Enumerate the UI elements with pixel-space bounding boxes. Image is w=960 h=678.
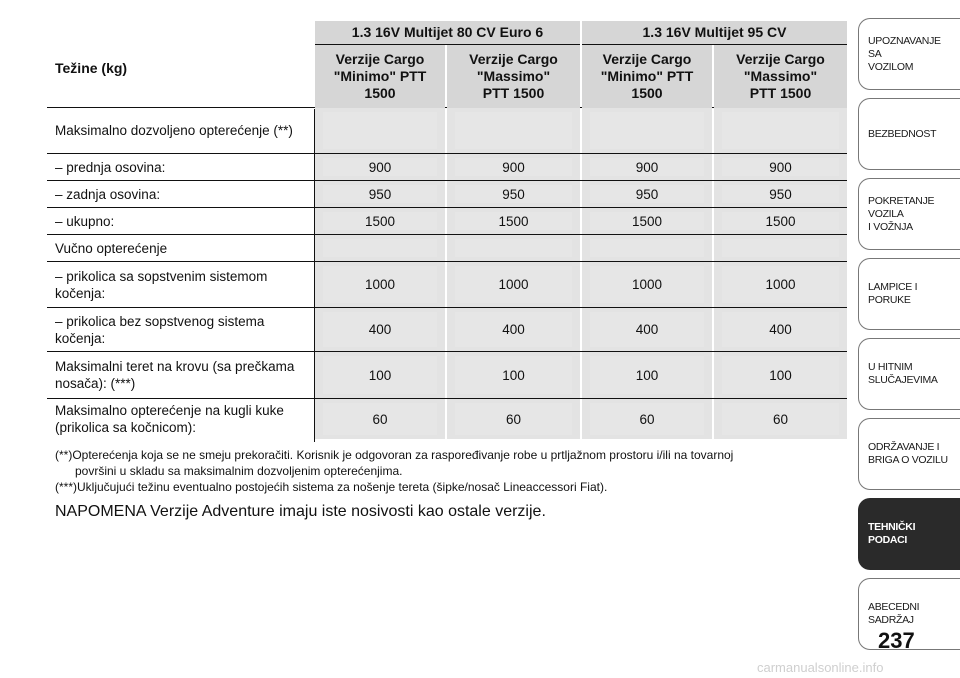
- row-label: – zadnja osovina:: [55, 186, 161, 202]
- cell-value: 1500: [498, 213, 529, 229]
- table-cell: [582, 154, 712, 180]
- table-row: [47, 262, 847, 308]
- version-header-row: [47, 45, 847, 108]
- table-cell: [582, 208, 712, 234]
- table-cell: [447, 399, 580, 439]
- table-cell: [447, 235, 580, 261]
- footnotes: [55, 447, 845, 495]
- table-cell: [582, 308, 712, 351]
- column-header: Verzije Cargo "Minimo" PTT 1500: [315, 45, 445, 108]
- table-cell: [447, 262, 580, 307]
- table-cell: [447, 208, 580, 234]
- cell-value: 60: [772, 411, 789, 427]
- engine-group-80cv: 1.3 16V Multijet 80 CV Euro 6: [315, 21, 580, 45]
- table-cell: [714, 208, 847, 234]
- table-cell: [582, 235, 712, 261]
- cell-value: 60: [639, 411, 655, 427]
- cell-value: 900: [368, 159, 392, 175]
- table-row: [47, 235, 847, 262]
- table-cell: [447, 308, 580, 351]
- tab-bezbednost[interactable]: BEZBEDNOST: [858, 98, 960, 170]
- table-cell: [315, 108, 445, 153]
- engine-group-95cv: 1.3 16V Multijet 95 CV: [582, 21, 847, 45]
- table-cell: [315, 235, 445, 261]
- table-cell: [315, 399, 445, 439]
- note-adventure: NAPOMENA Verzije Adventure imaju iste nosivosti kao ostale verzije.: [55, 503, 546, 520]
- table-cell: [714, 181, 847, 207]
- table-cell: [315, 208, 445, 234]
- row-label: – prikolica sa sopstvenim sistemom kočenja:: [55, 268, 268, 301]
- table-cell: [447, 108, 580, 153]
- table-cell: [582, 108, 712, 153]
- table-cell: [447, 181, 580, 207]
- column-header: Verzije Cargo "Massimo" PTT 1500: [714, 45, 847, 108]
- row-label: – ukupno:: [55, 213, 115, 229]
- cell-value: 60: [505, 411, 522, 427]
- cell-value: 400: [502, 322, 525, 337]
- cell-value: 1500: [631, 213, 663, 229]
- label-column-divider: [314, 109, 315, 442]
- cell-value: 100: [635, 367, 659, 383]
- table-row: [47, 352, 847, 399]
- row-label: Maksimalni teret na krovu (sa prečkama nosača): (***): [55, 359, 295, 391]
- cell-value: 900: [502, 159, 525, 175]
- cell-value: 900: [769, 159, 792, 175]
- table-cell: [315, 262, 445, 307]
- table-row: [47, 399, 847, 439]
- table-cell: [714, 235, 847, 261]
- chapter-tabs: [858, 18, 960, 658]
- row-label: Maksimalno dozvoljeno opterećenje (**): [55, 123, 293, 138]
- tab-tehnicki-podaci[interactable]: TEHNIČKI PODACI: [858, 498, 960, 570]
- table-cell: [714, 399, 847, 439]
- row-label: – prednja osovina:: [55, 159, 166, 175]
- cell-value: 950: [502, 186, 525, 202]
- table-cell: [582, 352, 712, 398]
- cell-value: 100: [769, 367, 792, 383]
- table-cell: [315, 181, 445, 207]
- weights-table: [47, 21, 847, 439]
- cell-value: 400: [635, 322, 659, 337]
- table-cell: [714, 308, 847, 351]
- cell-value: 400: [368, 322, 392, 337]
- cell-value: 1000: [498, 277, 529, 292]
- table-row: [47, 108, 847, 154]
- cell-value: 950: [368, 186, 392, 202]
- page-number: 237: [878, 628, 915, 653]
- table-cell: [714, 352, 847, 398]
- table-cell: [315, 154, 445, 180]
- row-label: Vučno opterećenje: [55, 240, 168, 256]
- table-cell: [315, 352, 445, 398]
- cell-value: 1000: [765, 277, 796, 292]
- tab-upoznavanje[interactable]: UPOZNAVANJE SA VOZILOM: [858, 18, 960, 90]
- engine-group-row: [47, 21, 847, 45]
- cell-value: 1000: [364, 277, 396, 292]
- column-header: Verzije Cargo "Minimo" PTT 1500: [582, 45, 712, 108]
- table-row: [47, 181, 847, 208]
- row-label: – prikolica bez sopstvenog sistema kočenja:: [55, 313, 265, 346]
- table-cell: [582, 262, 712, 307]
- table-cell: [714, 154, 847, 180]
- footnote-2: (***)Uključujući težinu eventualno postojećih sistema za nošenje tereta (šipke/nosač Lineaccessori Fiat).: [55, 480, 608, 494]
- tab-pokretanje[interactable]: POKRETANJE VOZILA I VOŽNJA: [858, 178, 960, 250]
- row-label: Maksimalno opterećenje na kugli kuke (prikolica sa kočnicom):: [55, 403, 284, 435]
- table-cell: [447, 154, 580, 180]
- cell-value: 950: [769, 186, 792, 202]
- group-row-blank: [47, 21, 315, 45]
- column-header: Verzije Cargo "Massimo" PTT 1500: [447, 45, 580, 108]
- watermark: carmanualsonline.info: [757, 660, 884, 675]
- table-row: [47, 308, 847, 352]
- table-row: [47, 154, 847, 181]
- cell-value: 1500: [364, 213, 396, 229]
- cell-value: 60: [372, 411, 388, 427]
- cell-value: 400: [769, 322, 792, 337]
- table-cell: [582, 399, 712, 439]
- footnote-1-continued: površini u skladu sa maksimalnim dozvoljenim opterećenjima.: [75, 464, 403, 478]
- tab-lampice[interactable]: LAMPICE I PORUKE: [858, 258, 960, 330]
- table-cell: [315, 308, 445, 351]
- tab-hitni-slucajevi[interactable]: U HITNIM SLUČAJEVIMA: [858, 338, 960, 410]
- cell-value: 1500: [765, 213, 796, 229]
- cell-value: 950: [635, 186, 659, 202]
- cell-value: 1000: [631, 277, 663, 292]
- tab-odrzavanje[interactable]: ODRŽAVANJE I BRIGA O VOZILU: [858, 418, 960, 490]
- table-cell: [714, 262, 847, 307]
- table-cell: [447, 352, 580, 398]
- table-cell: [582, 181, 712, 207]
- cell-value: 100: [368, 367, 392, 383]
- cell-value: 100: [502, 367, 525, 383]
- tab-abecedni-sadrzaj[interactable]: ABECEDNI SADRŽAJ: [858, 578, 960, 650]
- cell-value: 900: [635, 159, 659, 175]
- table-row: [47, 208, 847, 235]
- table-cell: [714, 108, 847, 153]
- footnote-1: (**)Opterećenja koja se ne smeju prekoračiti. Korisnik je odgovoran za raspoređivanje robe u prtljažnom prostoru i/ili na tovarnoj: [55, 448, 734, 462]
- weights-label: Težine (kg): [55, 59, 128, 76]
